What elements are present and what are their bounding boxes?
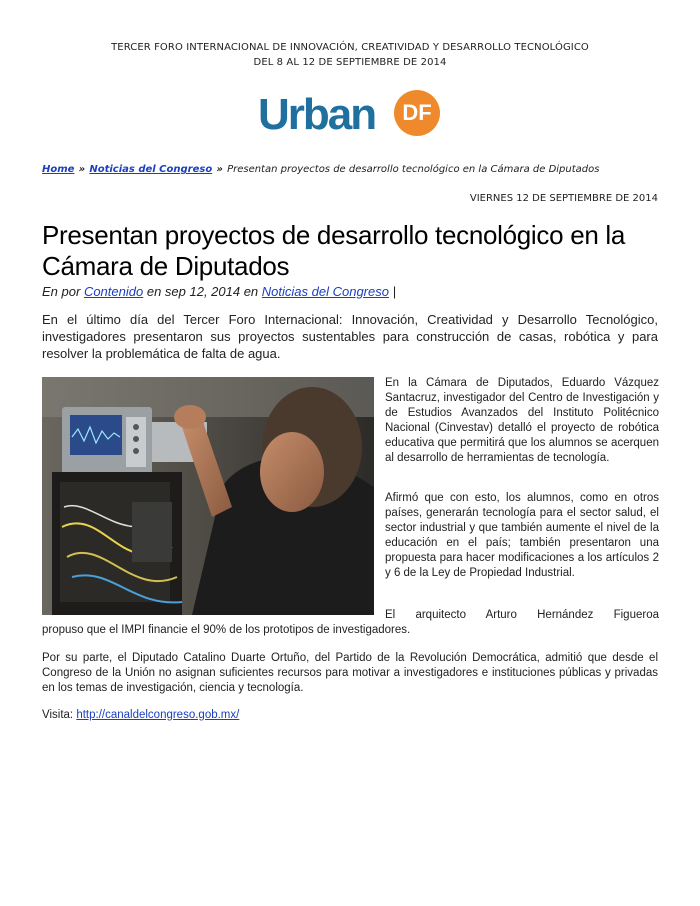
visit-line — [42, 709, 239, 721]
article-intro: En el último día del Tercer Foro Internacional: Innovación, Creatividad y Desarrollo Tecnológico, investigadores presentaron sus proyectos sustentables para construcción de casas, robótica y para resolver la problemática de falta de agua. — [42, 312, 658, 361]
breadcrumb-current: Presentan proyectos de desarrollo tecnológico en la Cámara de Diputados — [227, 164, 600, 175]
byline-author-link[interactable]: Contenido — [83, 284, 144, 299]
byline-prefix: En por — [42, 284, 81, 299]
article-photo — [42, 377, 374, 615]
paragraph-1: En la Cámara de Diputados, Eduardo Vázquez Santacruz, investigador del Centro de Investigación y de Estudios Avanzados del Instituto Politécnico Nacional (Cinvestav) detalló el proyecto de robótica educativa que permitirá que los alumnos se acerquen al desarrollo de herramientas de tecnología. — [385, 377, 659, 464]
paragraph-3-end: propuso que el IMPI financie el 90% de los prototipos de investigadores. — [42, 624, 411, 636]
forum-title: TERCER FORO INTERNACIONAL DE INNOVACIÓN, CREATIVIDAD Y DESARROLLO TECNOLÓGICO — [111, 42, 589, 53]
breadcrumb-separator: » — [78, 164, 86, 175]
visit-link[interactable]: http://canaldelcongreso.gob.mx/ — [76, 709, 240, 721]
paragraph-2: Afirmó que con esto, los alumnos, como en otros países, generarán tecnología para el sector salud, el sector industrial y que también aumente el nivel de la educación en el país; también presentaron una propuesta para hacer modificaciones a los artículos 2 y 6 de la Ley de Propiedad Industrial. — [385, 492, 659, 579]
urbandf-logo[interactable] — [258, 88, 448, 144]
visit-label: Visita: — [42, 709, 74, 721]
paragraph-4: Por su parte, el Diputado Catalino Duarte Ortuño, del Partido de la Revolución Democrática, admitió que desde el Congreso de la Unión no asignan suficientes recursos para motivar a investigadores e instituciones públicas y privadas en los temas de investigación, ciencia y tecnología. — [42, 652, 658, 694]
paragraph-3-start: El arquitecto Arturo Hernández Figueroa — [385, 609, 659, 621]
article-title: Presentan proyectos de desarrollo tecnológico en la Cámara de Diputados — [42, 220, 626, 281]
byline-middle: en sep 12, 2014 en — [146, 284, 259, 299]
breadcrumb-home-link[interactable]: Home — [42, 164, 75, 175]
article-byline — [42, 284, 396, 299]
logo-wordmark: Urban — [258, 90, 376, 139]
byline-category-link[interactable]: Noticias del Congreso — [261, 284, 389, 299]
byline-suffix: | — [392, 284, 396, 299]
breadcrumb-separator: » — [216, 164, 223, 175]
breadcrumb-section-link[interactable]: Noticias del Congreso — [89, 164, 213, 175]
breadcrumb — [42, 164, 599, 175]
forum-dates: DEL 8 AL 12 DE SEPTIEMBRE DE 2014 — [253, 57, 447, 68]
lab-photo-illustration — [42, 377, 374, 615]
logo-badge: DF — [394, 90, 440, 136]
publish-date: VIERNES 12 DE SEPTIEMBRE DE 2014 — [469, 193, 658, 204]
